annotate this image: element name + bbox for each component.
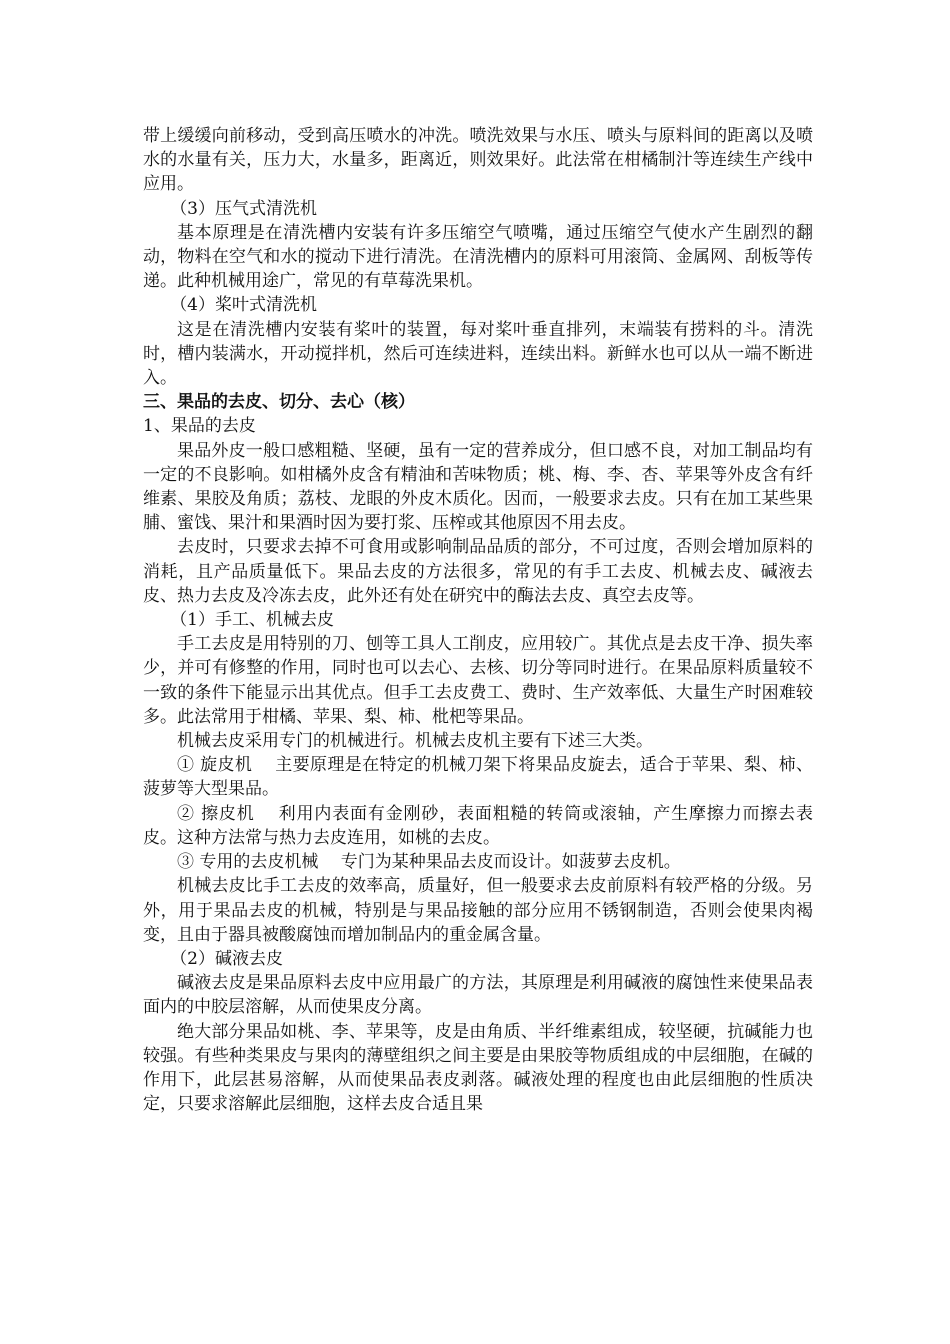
list-item-rotary-peeler: ① 旋皮机 主要原理是在特定的机械刀架下将果品皮旋去，适合于苹果、梨、柿、菠萝等大型果品。 — [143, 755, 813, 800]
subheading-manual-mechanical: （1）手工、机械去皮 — [170, 610, 335, 631]
paragraph-washing-spray: 带上缓缓向前移动，受到高压喷水的冲洗。喷洗效果与水压、喷头与原料间的距离以及喷水的水量有关，压力大，水量多，距离近，则效果好。此法常在柑橘制汁等连续生产线中应用。 — [143, 126, 813, 195]
paragraph-paddle-washer: 这是在清洗槽内安装有桨叶的装置，每对桨叶垂直排列，末端装有捞料的斗。清洗时，槽内装满水，开动搅拌机，然后可连续进料，连续出料。新鲜水也可以从一端不断进入。 — [143, 319, 813, 389]
paragraph-peel-reason: 果品外皮一般口感粗糙、坚硬，虽有一定的营养成分，但口感不良，对加工制品均有一定的不良影响。如柑橘外皮含有精油和苦味物质；桃、梅、李、杏、苹果等外皮含有纤维素、果胶及角质；荔枝、龙眼的外皮木质化。因而，一般要求去皮。只有在加工某些果脯、蜜饯、果汁和果酒时因为要打浆、压榨或其他原因不用去皮。 — [143, 440, 813, 534]
paragraph-air-washer: 基本原理是在清洗槽内安装有许多压缩空气喷嘴，通过压缩空气使水产生剧烈的翻动，物料在空气和水的搅动下进行清洗。在清洗槽内的原料可用滚筒、金属网、刮板等传递。此种机械用途广，常见的有草莓洗果机。 — [143, 222, 813, 292]
subheading-paddle-washer: （4）桨叶式清洗机 — [170, 295, 318, 316]
paragraph-mechanical-intro: 机械去皮采用专门的机械进行。机械去皮机主要有下述三大类。 — [177, 731, 653, 752]
section-heading-peeling: 三、果品的去皮、切分、去心（核） — [143, 392, 415, 413]
paragraph-peel-methods: 去皮时，只要求去掉不可食用或影响制品品质的部分，不可过度，否则会增加原料的消耗，且产品质量低下。果品去皮的方法很多，常见的有手工去皮、机械去皮、碱液去皮、热力去皮及冷冻去皮，此外还有处在研究中的酶法去皮、真空去皮等。 — [143, 537, 813, 606]
list-item-abrasive-peeler: ② 擦皮机 利用内表面有金刚砂，表面粗糙的转筒或滚轴，产生摩擦力而擦去表皮。这种方法常与热力去皮连用，如桃的去皮。 — [143, 803, 813, 848]
list-item-special-peeler: ③ 专用的去皮机械 专门为某种果品去皮而设计。如菠萝去皮机。 — [177, 852, 681, 873]
paragraph-lye-detail: 绝大部分果品如桃、李、苹果等，皮是由角质、半纤维素组成，较坚硬，抗碱能力也较强。有些种类果皮与果肉的薄壁组织之间主要是由果胶等物质组成的中层细胞，在碱的作用下，此层甚易溶解，从而使果品表皮剥落。碱液处理的程度也由此层细胞的性质决定，只要求溶解此层细胞，这样去皮合适且果 — [143, 1021, 813, 1115]
paragraph-manual-peeling: 手工去皮是用特别的刀、刨等工具人工削皮，应用较广。其优点是去皮干净、损失率少，并可有修整的作用，同时也可以去心、去核、切分等同时进行。在果品原料质量较不一致的条件下能显示出其优点。但手工去皮费工、费时、生产效率低、大量生产时困难较多。此法常用于柑橘、苹果、梨、柿、枇杷等果品。 — [143, 634, 813, 727]
paragraph-mechanical-compare: 机械去皮比手工去皮的效率高，质量好，但一般要求去皮前原料有较严格的分级。另外，用于果品去皮的机械，特别是与果品接触的部分应用不锈钢制造，否则会使果肉褐变，且由于器具被酸腐蚀而增加制品内的重金属含量。 — [143, 876, 813, 945]
subheading-lye-peeling: （2）碱液去皮 — [170, 948, 284, 969]
subheading-air-washer: （3）压气式清洗机 — [170, 198, 318, 219]
document-page — [143, 124, 813, 1116]
subsection-heading-peeling: 1、果品的去皮 — [143, 416, 256, 437]
paragraph-lye-principle: 碱液去皮是果品原料去皮中应用最广的方法，其原理是利用碱液的腐蚀性来使果品表面内的中胶层溶解，从而使果皮分离。 — [143, 973, 813, 1018]
